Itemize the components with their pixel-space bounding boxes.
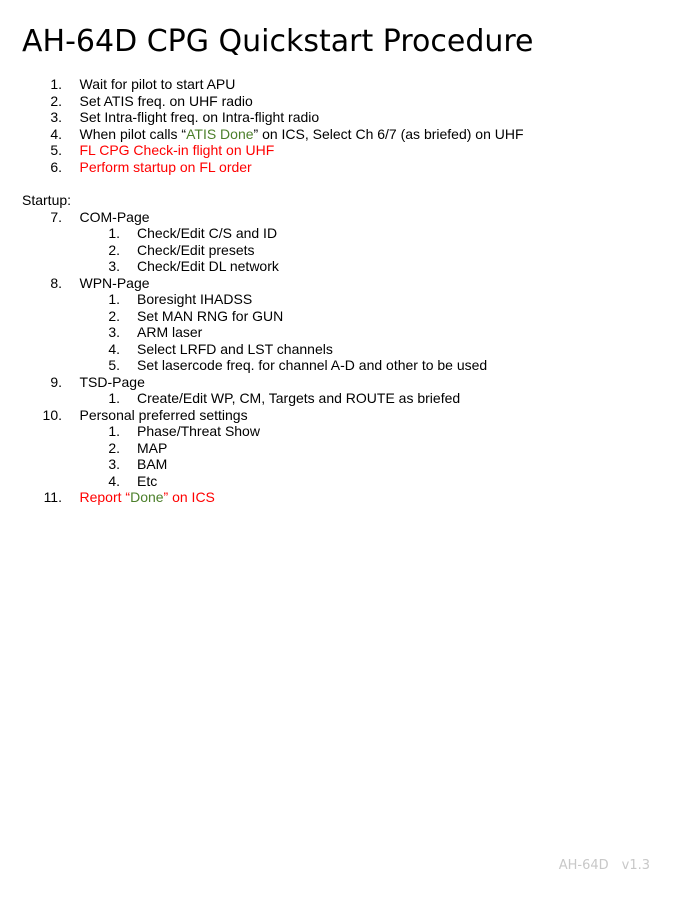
- list-item-text: COM-Page: [79, 208, 150, 225]
- sub-item-number: 2.: [108, 307, 120, 324]
- section-heading: Startup:: [22, 192, 72, 208]
- list-item-number: 10.: [42, 406, 62, 423]
- footer-label: AH-64D: [558, 858, 609, 873]
- sub-item-number: 1.: [108, 423, 120, 439]
- list-item-number: 2.: [50, 92, 62, 109]
- sub-item-number: 1.: [108, 291, 120, 307]
- procedure-content: [22, 76, 662, 506]
- sub-item-number: 4.: [108, 472, 120, 489]
- sub-item-number: 3.: [108, 456, 120, 472]
- sub-item-text: Etc: [137, 472, 158, 489]
- list-item: [22, 275, 662, 292]
- sub-item-number: 1.: [108, 225, 120, 241]
- list-item: [22, 142, 662, 159]
- list-item-number: 1.: [50, 76, 62, 92]
- highlight-text: Done: [130, 489, 164, 505]
- list-item-number: 8.: [50, 274, 62, 291]
- sub-item-number: 5.: [108, 357, 120, 373]
- sub-list-item: [22, 225, 662, 242]
- sub-list-item: [22, 324, 662, 341]
- text-segment: When pilot calls “: [79, 125, 187, 142]
- text-segment: ” on ICS: [163, 489, 215, 505]
- page-footer: [559, 858, 650, 873]
- list-item-text: Set ATIS freq. on UHF radio: [79, 92, 253, 109]
- sub-list-item: [22, 291, 662, 308]
- list-item-number: 9.: [50, 373, 62, 390]
- list-item-text: [80, 126, 524, 143]
- list-item: [22, 126, 662, 143]
- list-item-text: FL CPG Check-in flight on UHF: [79, 142, 275, 158]
- text-segment: ” on ICS, Select Ch 6/7 (as briefed) on UHF: [253, 125, 524, 142]
- list-item: [22, 209, 662, 226]
- sub-item-text: Set MAN RNG for GUN: [137, 307, 284, 324]
- sub-item-text: Set lasercode freq. for channel A-D and other to be used: [137, 357, 488, 373]
- sub-item-text: Create/Edit WP, CM, Targets and ROUTE as briefed: [137, 390, 461, 406]
- sub-item-number: 3.: [108, 324, 120, 340]
- sub-list-item: [22, 456, 662, 473]
- sub-item-number: 2.: [108, 241, 120, 258]
- list-item: [22, 407, 662, 424]
- list-item: [22, 159, 662, 176]
- list-item-number: 5.: [50, 142, 62, 158]
- sub-item-text: Check/Edit C/S and ID: [137, 225, 278, 241]
- page-title: AH-64D CPG Quickstart Procedure: [22, 24, 534, 59]
- sub-item-text: Select LRFD and LST channels: [137, 340, 333, 357]
- sub-list-item: [22, 308, 662, 325]
- list-item: [22, 76, 662, 93]
- sub-item-text: BAM: [137, 456, 168, 472]
- list-item: [22, 93, 662, 110]
- list-item-number: 3.: [50, 109, 62, 125]
- sub-item-text: Phase/Threat Show: [137, 423, 260, 439]
- list-item-text: Set Intra-flight freq. on Intra-flight radio: [79, 109, 320, 125]
- list-item-number: 6.: [50, 158, 62, 175]
- list-item-number: 4.: [50, 125, 62, 142]
- sub-item-text: Check/Edit DL network: [137, 258, 279, 274]
- text-segment: Report “: [79, 489, 131, 505]
- sub-item-number: 2.: [108, 439, 120, 456]
- highlight-text: ATIS Done: [186, 125, 254, 142]
- sub-list-item: [22, 357, 662, 374]
- sub-item-number: 4.: [108, 340, 120, 357]
- list-item-text: Personal preferred settings: [79, 406, 248, 423]
- list-item: [22, 374, 662, 391]
- sub-list-item: [22, 258, 662, 275]
- sub-item-text: Check/Edit presets: [137, 241, 255, 258]
- sub-list-item: [22, 341, 662, 358]
- sub-item-number: 1.: [108, 390, 120, 406]
- sub-list-item: [22, 423, 662, 440]
- version-label: v1.3: [621, 858, 650, 873]
- sub-item-number: 3.: [108, 258, 120, 274]
- sub-item-text: ARM laser: [137, 324, 203, 340]
- list-item-number: 7.: [50, 208, 62, 225]
- list-item-number: 11.: [43, 489, 62, 505]
- sub-item-text: Boresight IHADSS: [137, 291, 253, 307]
- list-item-text: TSD-Page: [79, 373, 145, 390]
- list-item: [22, 109, 662, 126]
- list-item-text: Perform startup on FL order: [79, 158, 252, 175]
- spacer: [22, 175, 662, 192]
- sub-list-item: [22, 390, 662, 407]
- sub-list-item: [22, 473, 662, 490]
- list-item-text: WPN-Page: [79, 274, 150, 291]
- list-item-text: Wait for pilot to start APU: [79, 76, 236, 92]
- list-item-text: [80, 489, 215, 506]
- sub-item-text: MAP: [137, 439, 168, 456]
- sub-list-item: [22, 440, 662, 457]
- list-item: [22, 489, 662, 506]
- sub-list-item: [22, 242, 662, 259]
